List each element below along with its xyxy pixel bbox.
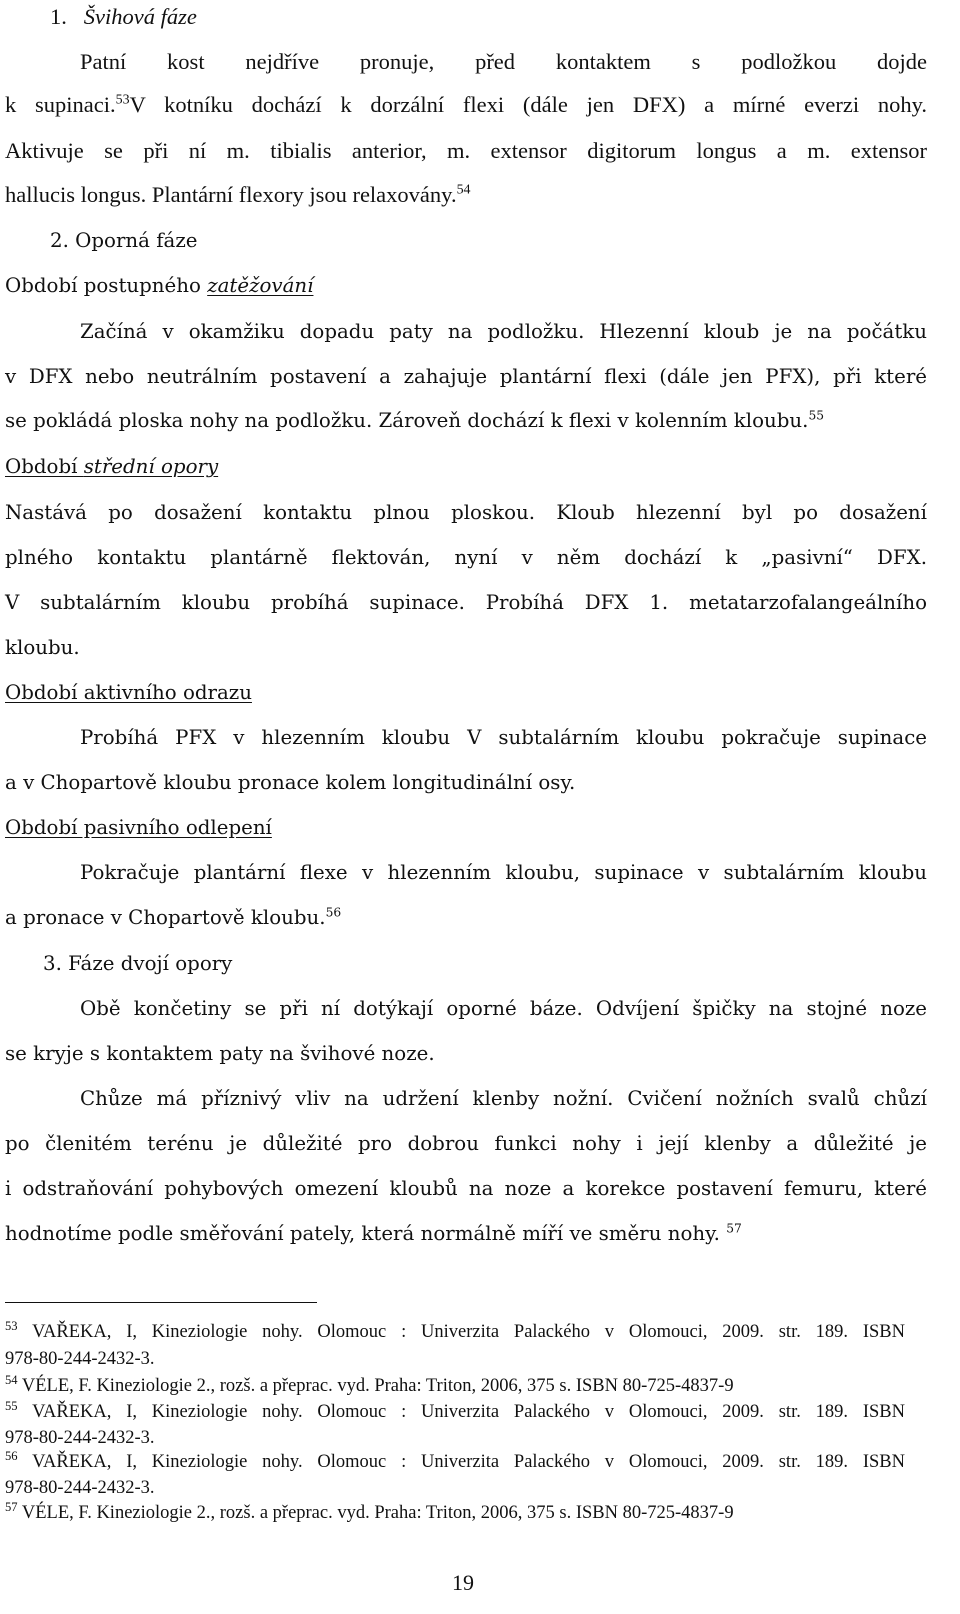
subsection-heading: Období postupného zatěžování <box>5 274 314 297</box>
section-number: 1. <box>50 4 67 29</box>
body-line: v DFX nebo neutrálním postavení a zahajuje plantární flexi (dále jen PFX), při které <box>5 365 927 388</box>
footnote-ref: 57 <box>726 1221 742 1236</box>
footnote-53-cont: 978-80-244-2432-3. <box>5 1349 155 1369</box>
page-number: 19 <box>452 1570 474 1595</box>
footnote-ref: 54 <box>456 182 471 198</box>
body-line: kloubu. <box>5 636 80 659</box>
body-line: se pokládá ploska nohy na podložku. Zároveň dochází k flexi v kolenním kloubu.$^{55}$ <box>5 408 825 432</box>
footnote-55: $^{55}$ VAŘEKA, I, Kineziologie nohy. Olomouc : Univerzita Palackého v Olomouci, 2009. str. 189. ISBN <box>5 1398 905 1422</box>
body-line: Pokračuje plantární flexe v hlezenním kloubu, supinace v subtalárním kloubu <box>80 861 927 884</box>
subsection-heading: Období aktivního odrazu <box>5 681 252 704</box>
body-line: Aktivuje se při ní m. tibialis anterior, m. extensor digitorum longus a m. extensor <box>5 138 927 163</box>
footnote-53: $^{53}$ VAŘEKA, I, Kineziologie nohy. Olomouc : Univerzita Palackého v Olomouci, 2009. str. 189. ISBN <box>5 1318 905 1342</box>
body-line: Nastává po dosažení kontaktu plnou ploskou. Kloub hlezenní byl po dosažení <box>5 501 927 524</box>
body-line: Začíná v okamžiku dopadu paty na podložku. Hlezenní kloub je na počátku <box>80 320 927 343</box>
footnote-56-cont: 978-80-244-2432-3. <box>5 1478 155 1498</box>
footnote-56: $^{56}$ VAŘEKA, I, Kineziologie nohy. Olomouc : Univerzita Palackého v Olomouci, 2009. str. 189. ISBN <box>5 1448 905 1472</box>
subsection-heading: Období pasivního odlepení <box>5 816 272 839</box>
body-line: Obě končetiny se při ní dotýkají oporné báze. Odvíjení špičky na stojné noze <box>80 997 927 1020</box>
footnote-57: $^{57}$ VÉLE, F. Kineziologie 2., rozš. a přeprac. vyd. Praha: Triton, 2006, 375 s. ISBN 80-725-4837-9 <box>5 1499 734 1523</box>
body-line: po členitém terénu je důležité pro dobrou funkci nohy i její klenby a důležité je <box>5 1132 927 1155</box>
body-line: plného kontaktu plantárně flektován, nyní v něm dochází k „pasivní“ DFX. <box>5 546 927 569</box>
footnote-separator <box>5 1302 317 1303</box>
body-line: hodnotíme podle směřování pately, která normálně míří ve směru nohy. $^{57}$ <box>5 1221 742 1245</box>
footnote-ref: 53 <box>115 92 130 108</box>
subsection-heading: Období střední opory <box>5 455 219 478</box>
body-line: k supinaci.$^{53}$V kotníku dochází k dorzální flexi (dále jen DFX) a mírné everzi nohy. <box>5 92 927 117</box>
body-line: a v Chopartově kloubu pronace kolem longitudinální osy. <box>5 771 576 794</box>
body-line: Chůze má příznivý vliv na udržení klenby nožní. Cvičení nožních svalů chůzí <box>80 1087 927 1110</box>
section-title: Švihová fáze <box>83 4 197 29</box>
footnote-55-cont: 978-80-244-2432-3. <box>5 1428 155 1448</box>
body-line: i odstraňování pohybových omezení kloubů na noze a korekce postavení femuru, které <box>5 1177 927 1200</box>
body-line: se kryje s kontaktem paty na švihové noze. <box>5 1042 435 1065</box>
body-line: hallucis longus. Plantární flexory jsou relaxovány.$^{54}$ <box>5 182 471 207</box>
section-heading-1 <box>50 6 197 29</box>
footnote-ref: 56 <box>325 905 342 920</box>
section-heading-3: 3. Fáze dvojí opory <box>43 952 233 975</box>
body-line: Probíhá PFX v hlezenním kloubu V subtalárním kloubu pokračuje supinace <box>80 726 927 749</box>
footnote-ref: 55 <box>808 408 825 423</box>
section-heading-2: 2. Oporná fáze <box>50 229 198 252</box>
body-line: Patní kost nejdříve pronuje, před kontaktem s podložkou dojde <box>80 49 927 74</box>
footnote-54: $^{54}$ VÉLE, F. Kineziologie 2., rozš. a přeprac. vyd. Praha: Triton, 2006, 375 s. ISBN 80-725-4837-9 <box>5 1372 734 1396</box>
body-line: a pronace v Chopartově kloubu.$^{56}$ <box>5 905 342 929</box>
body-line: V subtalárním kloubu probíhá supinace. Probíhá DFX 1. metatarzofalangeálního <box>5 591 927 614</box>
